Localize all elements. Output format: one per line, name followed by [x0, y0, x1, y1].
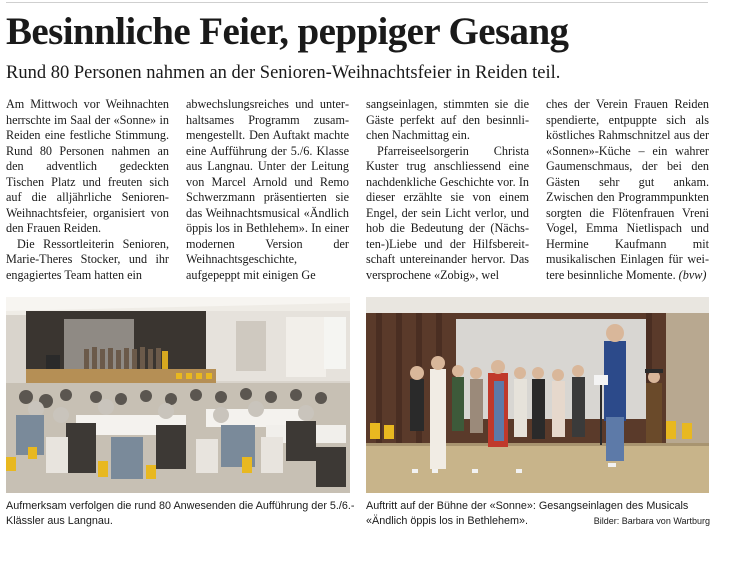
photo-credit: Bilder: Barbara von Wartburg [593, 516, 710, 526]
text-column-3 [366, 97, 529, 283]
top-rule [6, 2, 708, 3]
caption-left: Aufmerksam verfolgen die rund 80 Anwesenden die Aufführung der 5./6.-Klässler aus Langnau. [6, 500, 355, 527]
subtitle: Rund 80 Personen nahmen an der Senioren-Weihnachtsfeier in Reiden teil. [6, 63, 561, 83]
paragraph: Die Ressortleiterin Senioren, Marie-Theres Stocker, und ihr engagiertes Team hatten ein [6, 236, 169, 282]
headline: Besinnliche Feier, peppiger Gesang [6, 10, 569, 53]
photo-audience [6, 297, 350, 493]
photo-stage-image [366, 297, 709, 493]
photo-stage [366, 297, 709, 493]
paragraph: Pfarreiseelsorgerin Christa Kuster trug anschliessend eine nachdenkliche Geschichte vor. In dieser erzählte sie von einem Engel, der sein Licht verlor, und hob die Bedeutung der (Nächsten-)Liebe und der Hilfsbereitschaft untereinander hervor. Das versprochene «Zobig», wel [366, 143, 529, 282]
paragraph-text: ches der Verein Frauen Reiden spendierte, entpuppte sich als köstliches Rahmschnitzel aus der «Sonnen»-Küche – ein wahrer Gaumenschmaus, der bei den Gästen sehr gut ankam. Zwischen den Programmpunkten sorgten die Flötenfrauen Vreni Vogel, Emma Nietlispach und Hermine Kaufmann mit musikalischen Einlagen für weitere besinnliche Momente. [546, 97, 709, 282]
paragraph [546, 97, 709, 283]
caption-right-text: Auftritt auf der Bühne der «Sonne»: Gesangseinlagen des Musicals «Ändlich öppis los in Bethlehem». [366, 500, 689, 527]
author-byline: (bvw) [678, 267, 707, 282]
text-column-2 [186, 97, 349, 283]
paragraph: abwechslungsreiches und unterhaltsames Programm zusammengestellt. Den Auftakt machte eine Aufführung der 5./6. Klasse aus Langnau. Unter der Leitung von Marcel Arnold und Remo Schwerzmann präsentierten sie das Weihnachtsmusical «Ändlich öppis los in Bethlehem». In einer modernen Version der Weihnachtsgeschichte, aufgepeppt mit einigen Ge [186, 97, 349, 282]
text-column-4 [546, 97, 709, 283]
text-column-1 [6, 97, 169, 283]
photo-audience-image [6, 297, 350, 493]
caption-right [366, 499, 710, 529]
paragraph: Am Mittwoch vor Weihnachten herrschte im Saal der «Sonne» in Reiden eine festliche Stimmung. Rund 80 Personen nahmen an den adventlich gedeckten Tischen Platz und freuten sich auf die alljährliche Senioren-Weihnachtsfeier, organisiert von den Frauen Reiden. [6, 97, 169, 235]
paragraph: sangseinlagen, stimmten sie die Gäste perfekt auf den besinnlichen Nachmittag ein. [366, 97, 529, 142]
